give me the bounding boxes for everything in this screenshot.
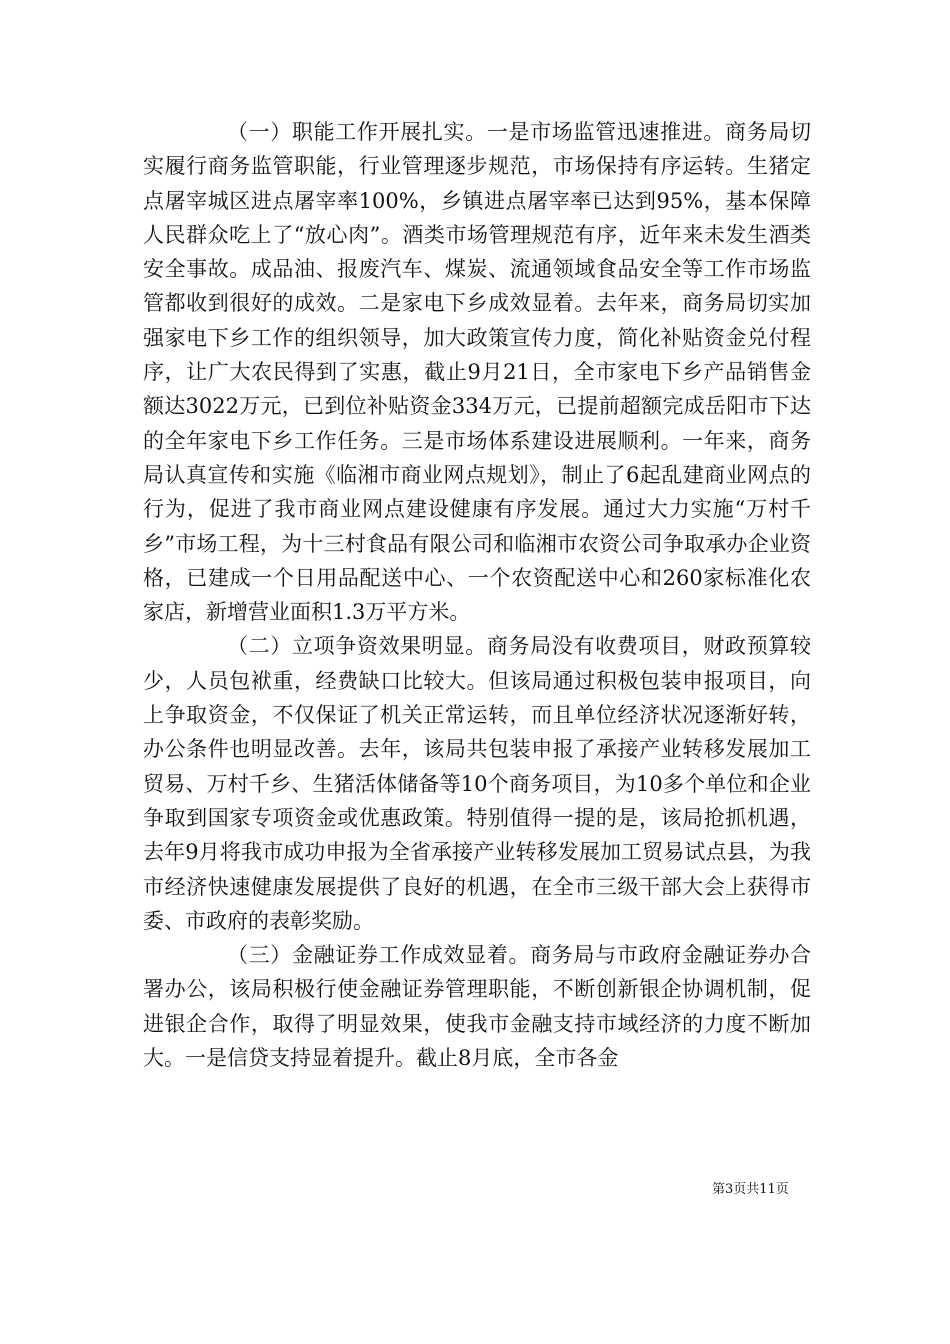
page-number-footer: 第3页共11页 xyxy=(712,1182,789,1197)
paragraph-functional-work: （一）职能工作开展扎实。一是市场监管迅速推进。商务局切实履行商务监管职能，行业管理逐步规范，市场保持有序运转。生猪定点屠宰城区进点屠宰率100%，乡镇进点屠宰率已达到95%，基本保障人民群众吃上了“放心肉”。酒类市场管理规范有序，近年来未发生酒类安全事故。成品油、报废汽车、煤炭、流通领域食品安全等工作市场监管都收到很好的成效。二是家电下乡成效显着。去年来，商务局切实加强家电下乡工作的组织领导，加大政策宣传力度，简化补贴资金兑付程序，让广大农民得到了实惠，截止9月21日，全市家电下乡产品销售金额达3022万元，已到位补贴资金334万元，已提前超额完成岳阳市下达的全年家电下乡工作任务。三是市场体系建设进展顺利。一年来，商务局认真宣传和实施《临湘市商业网点规划》，制止了6起乱建商业网点的行为，促进了我市商业网点建设健康有序发展。通过大力实施“万村千乡”市场工程，为十三村食品有限公司和临湘市农资公司争取承办企业资格，已建成一个日用品配送中心、一个农资配送中心和260家标准化农家店，新增营业面积1.3万平方米。 xyxy=(143,120,811,625)
paragraph-project-funding: （二）立项争资效果明显。商务局没有收费项目，财政预算较少，人员包袱重，经费缺口比较大。但该局通过积极包装申报项目，向上争取资金，不仅保证了机关正常运转，而且单位经济状况逐渐好转，办公条件也明显改善。去年，该局共包装申报了承接产业转移发展加工贸易、万村千乡、生猪活体储备等10个商务项目，为10多个单位和企业争取到国家专项资金或优惠政策。特别值得一提的是，该局抢抓机遇，去年9月将我市成功申报为全省承接产业转移发展加工贸易试点县，为我市经济快速健康发展提供了良好的机遇，在全市三级干部大会上获得市委、市政府的表彰奖励。 xyxy=(143,634,811,933)
document-body xyxy=(143,115,811,1075)
paragraph-finance-securities: （三）金融证券工作成效显着。商务局与市政府金融证券办合署办公，该局积极行使金融证券管理职能，不断创新银企协调机制，促进银企合作，取得了明显效果，使我市金融支持市域经济的力度不断加大。一是信贷支持显着提升。截止8月底，全市各金 xyxy=(143,943,811,1071)
